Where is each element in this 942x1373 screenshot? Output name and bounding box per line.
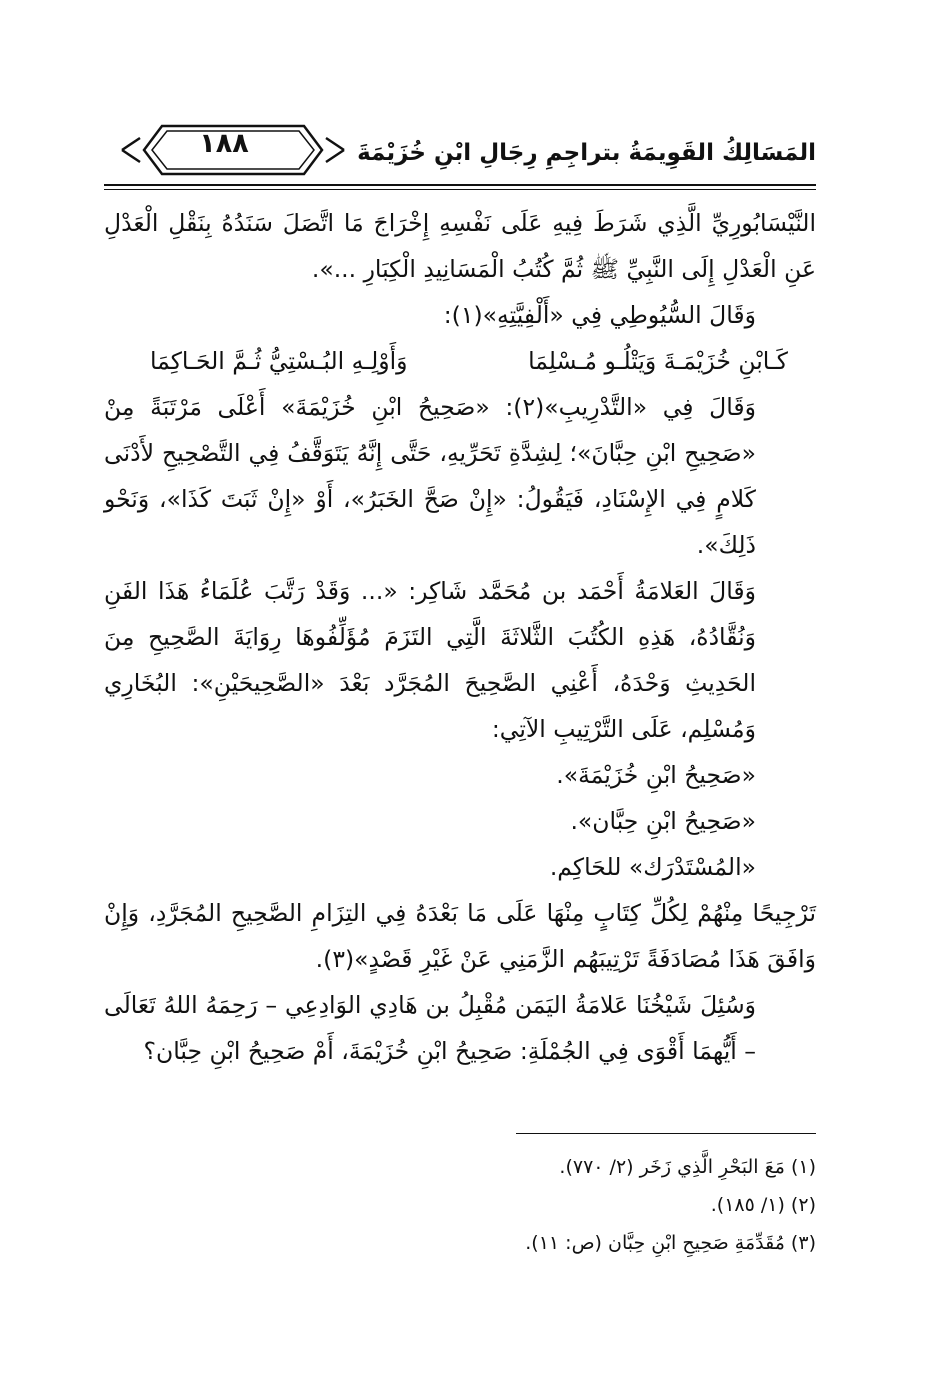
paragraph-5: تَرْجِيحًا مِنْهُمْ لِكُلِّ كِتَابٍ مِنْهَا عَلَى مَا بَعْدَهُ فِي التِزَامِ الصَّحِيحِ المُجَرَّدِ، وَإِنْ وَافَقَ هَذَا مُصَادَفَةً تَرْتِيبَهُم الزَّمَنِي عَنْ غَيْرِ قَصْدٍ»(٣).	[104, 899, 816, 973]
list-item: «المُسْتَدْرَك» للحَاكِم.	[549, 853, 756, 881]
footnote-item: (١) مَعَ البَحْرِ الَّذِي زَخَر (٢/ ٧٧٠).	[559, 1156, 816, 1178]
list-item: «صَحِيحُ ابْنِ خُزَيْمَةَ».	[556, 761, 756, 789]
header-rule-thin	[104, 189, 816, 190]
verse-hemistich-right: كَـابْنِ خُزَيْمَـةَ وَيَتْلُـو مُـسْلِمَا	[528, 347, 788, 375]
verse-hemistich-left: وَأَوْلِـهِ البُـسْتِيُّ ثُـمَّ الحَـاكِمَا	[150, 347, 408, 375]
paragraph-3: وَقَالَ فِي «التَّدْرِيبِ»(٢): «صَحِيحُ ابْنِ خُزَيْمَةَ» أَعْلَى مَرْتَبَةً مِنْ «صَحِيحِ ابْنِ حِبَّانَ»؛ لِشِدَّةِ تَحَرِّيهِ، حَتَّى إِنَّهُ يَتَوَقَّفُ فِي التَّصْحِيحِ لأَدْنَى كَلامٍ فِي الإِسْنَادِ، فَيَقُولُ: «إِنْ صَحَّ الخَبَرُ»، أَوْ «إِنْ ثَبَتَ كَذَا»، وَنَحْو ذَلِكَ».	[104, 393, 756, 559]
footnotes	[104, 1148, 816, 1262]
footnote-separator	[516, 1133, 816, 1134]
paragraph-4: وَقَالَ العَلامَةُ أَحْمَد بن مُحَمَّد شَاكِر: «... وَقَدْ رَتَّبَ عُلَمَاءُ هَذَا الفَنِ وَنُقَّادُهُ، هَذِهِ الكُتُبَ الثَّلاثَةَ الَّتِي التَزَمَ مُؤَلِّفُوهَا رِوَايَةَ الصَّحِيحِ مِنَ الحَدِيثِ وَحْدَهُ، أَعْنِي الصَّحِيحَ المُجَرَّد بَعْدَ «الصَّحِيحَيْنِ»: البُخَارِي وَمُسْلِم، عَلَى التَّرْتِيبِ الآتِي:	[104, 577, 756, 743]
main-text	[104, 200, 816, 1074]
paragraph-1: النَّيْسَابُورِيِّ الَّذِي شَرَطَ فِيهِ عَلَى نَفْسِهِ إِخْرَاجَ مَا اتَّصَلَ سَنَدُهُ بِنَقْلِ الْعَدْلِ عَنِ الْعَدْلِ إِلَى النَّبِيِّ ﷺ ثُمَّ كُتُبُ الْمَسَانِيدِ الْكِبَارِ ...».	[104, 209, 816, 283]
running-title: المَسَالِكُ القَوِيمَةُ بتراجِمِ رِجَالِ ابْنِ خُزَيْمَةَ	[357, 140, 816, 166]
header-rule-thick	[104, 184, 816, 186]
page-number: ١٨٨	[199, 128, 249, 159]
poem-verse	[104, 338, 816, 384]
paragraph-2: وَقَالَ السُّيُوطِي فِي «أَلْفِيَّتِهِ»(١):	[443, 301, 756, 329]
footnote-item: (٣) مُقَدِّمَةِ صَحِيحِ ابْنِ حِبَّان (ص: ١١).	[525, 1232, 816, 1254]
paragraph-6: وَسُئِلَ شَيْخُنَا عَلامَةُ اليَمَن مُقْبِلُ بن هَادِي الوَادِعِي – رَحِمَهُ اللهُ تَعَالَى – أَيُّهمَا أَقْوَى فِي الجُمْلَةِ: صَحِيحُ ابْنِ خُزَيْمَةَ، أَمْ صَحِيحُ ابْنِ حِبَّان؟	[104, 991, 756, 1065]
page-header	[104, 118, 816, 182]
list-item: «صَحِيحُ ابْنِ حِبَّان».	[570, 807, 756, 835]
footnote-item: (٢) (١/ ١٨٥).	[710, 1194, 816, 1216]
